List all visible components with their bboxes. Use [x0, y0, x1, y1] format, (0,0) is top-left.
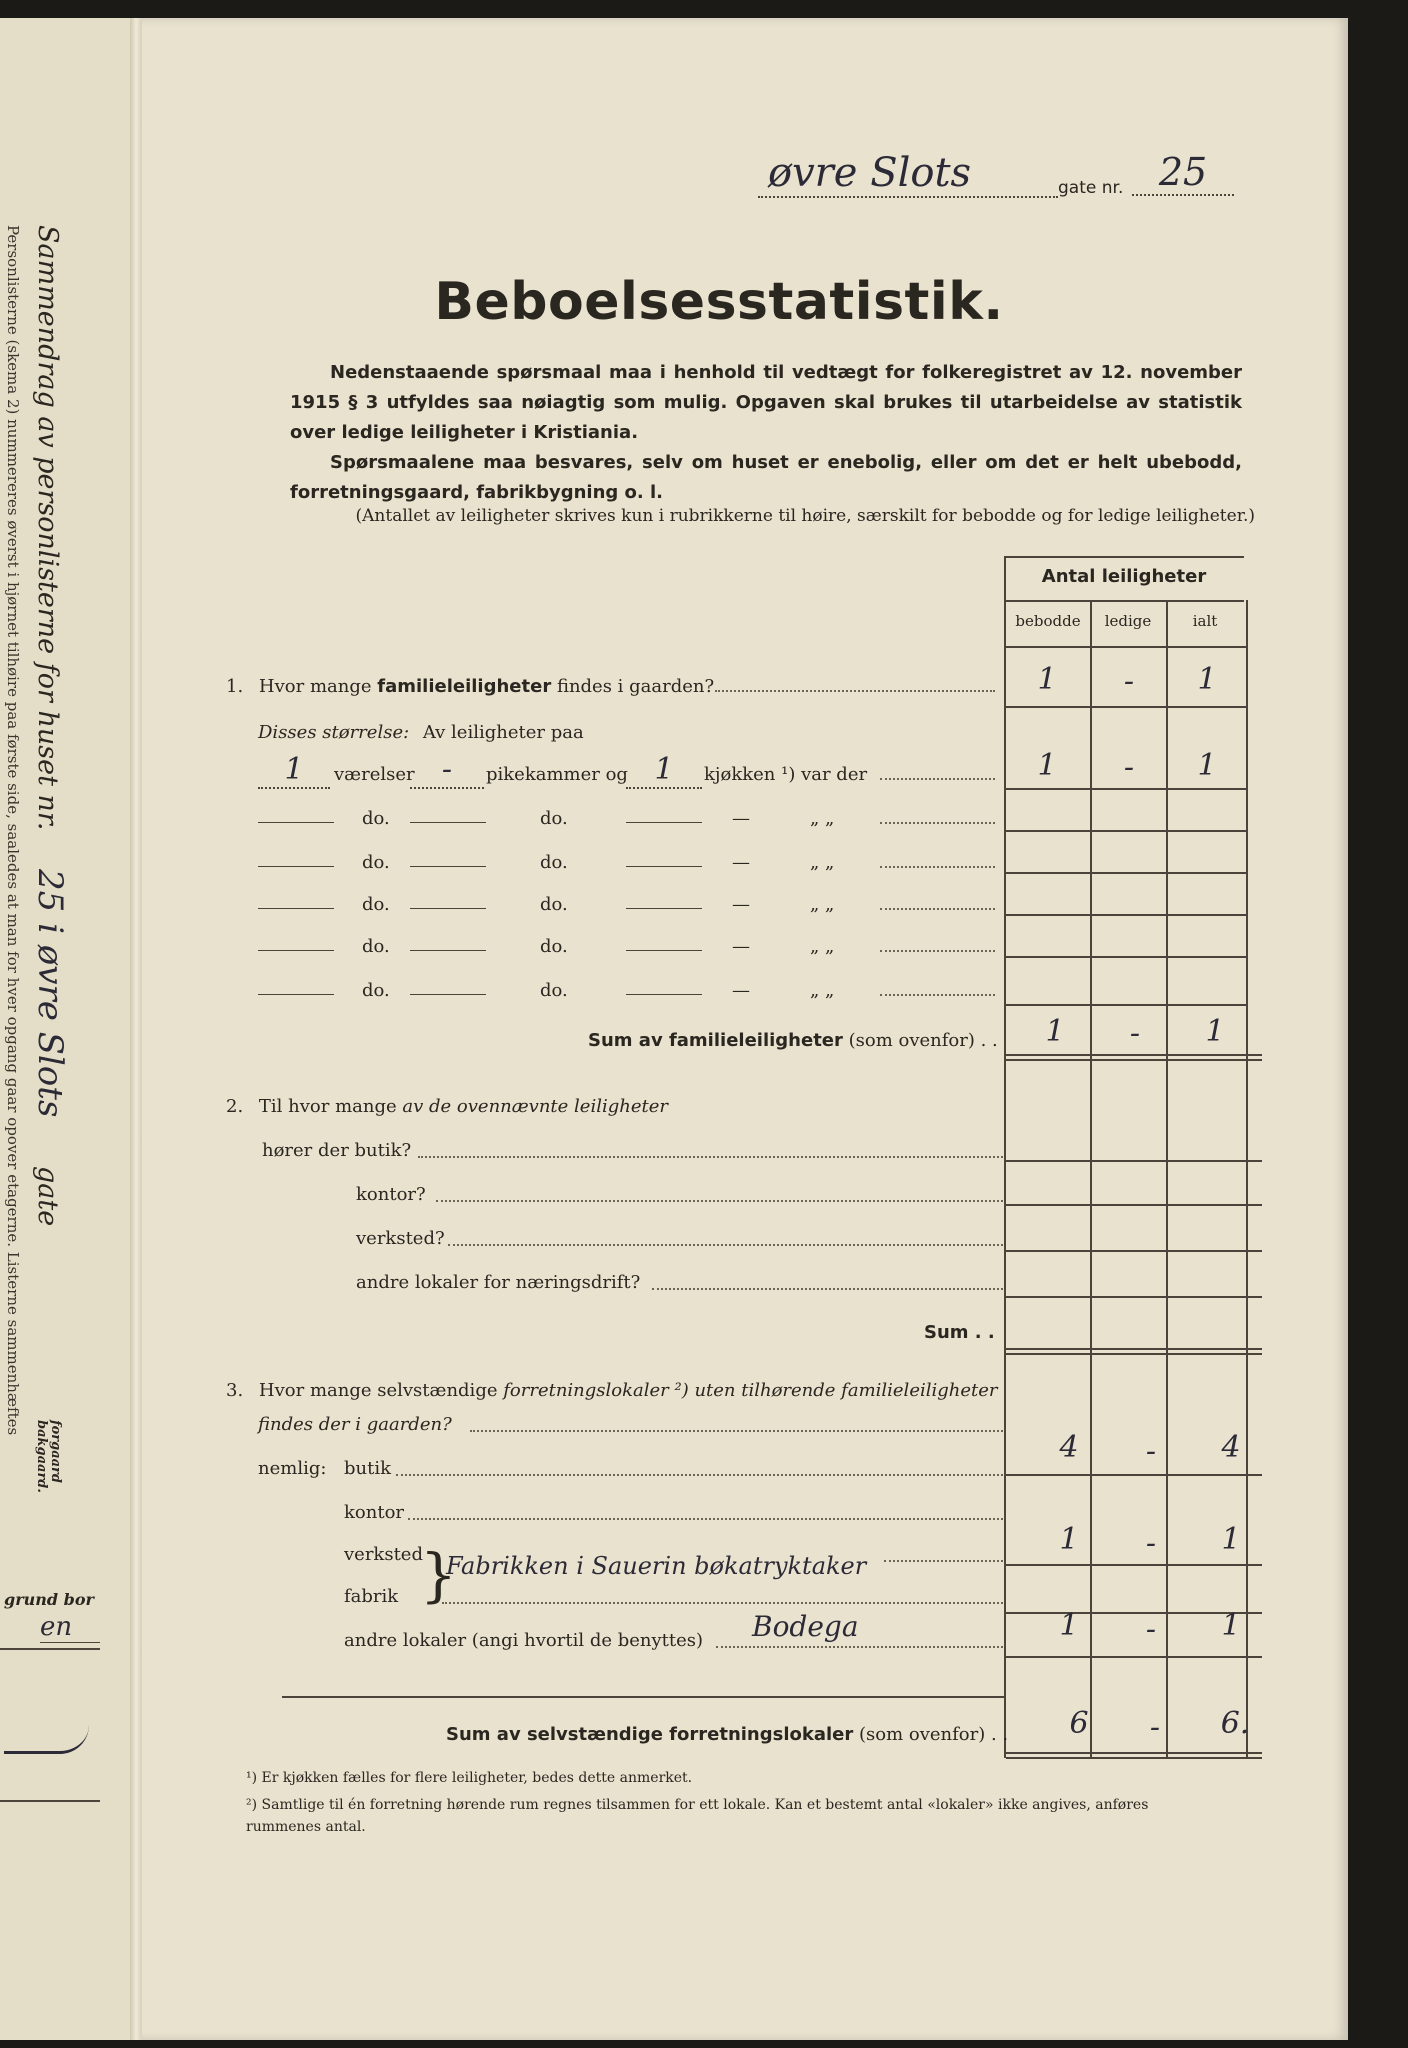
- rule-s1-g: [1006, 1004, 1246, 1006]
- s2-butik-text: hører der butik?: [262, 1140, 412, 1161]
- footnote-1-text: ¹) Er kjøkken fælles for flere leiligheter, bedes dette anmerket.: [246, 1770, 693, 1786]
- rule-s2-sum-b: [1006, 1353, 1262, 1355]
- s3-andre-bebodde: 1: [1059, 1608, 1079, 1643]
- table-vline-2: [1090, 600, 1092, 1758]
- s1-row1-dots: [880, 778, 995, 780]
- do-row2-do1: do.: [362, 852, 390, 873]
- s1-row1-ledige: -: [1123, 750, 1135, 785]
- grund-bor-label: grund bor: [4, 1590, 94, 1609]
- s3-question-dots: [470, 1430, 1003, 1432]
- s1-question: [226, 676, 714, 697]
- s2-verksted-text: verksted?: [356, 1228, 445, 1249]
- s3-butik-text: butik: [344, 1458, 392, 1479]
- do-row3-blank1: [258, 908, 334, 909]
- s2-ital: av de ovennævnte leiligheter: [402, 1096, 668, 1117]
- do-row2-dots: [880, 866, 995, 868]
- s3-brace: }: [420, 1541, 457, 1609]
- do-row1-do2: do.: [540, 808, 568, 829]
- do-row3-do2: do.: [540, 894, 568, 915]
- s1-row1-pikekammer-value: -: [441, 752, 453, 787]
- s1-sum-rest: (som ovenfor) . .: [848, 1030, 998, 1051]
- s1-size-ital: Disses størrelse:: [258, 722, 410, 743]
- do-row1-blank1: [258, 822, 334, 823]
- gate-nr-label: [1058, 178, 1123, 198]
- table-vline-left: [1004, 556, 1006, 1758]
- sidebar-house-number: 25 i øvre Slots: [30, 869, 70, 1118]
- s3-verksted-ledige: -: [1145, 1526, 1157, 1561]
- table-top-rule: [1004, 556, 1244, 558]
- rule-s2-c: [1006, 1250, 1262, 1252]
- do-row3-blank2: [410, 908, 486, 909]
- s3-sum-ialt: 6.: [1220, 1706, 1250, 1741]
- s1-row1-kjokken-label: [704, 764, 867, 785]
- s3-fabrik-text: fabrik: [344, 1586, 399, 1607]
- col-header-bebodde-text: bebodde: [1015, 612, 1081, 630]
- s2-pre: Til hvor mange: [258, 1096, 397, 1117]
- do-row4-dots: [880, 950, 995, 952]
- footnote-2-text: ²) Samtlige til én forretning hørende rum regnes tilsammen for ett lokale. Kan et bestemt antal «lokaler» ikke angives, anføres rummenes antal.: [246, 1797, 1149, 1835]
- do-row2-blank1: [258, 866, 334, 867]
- rule-s2-b: [1006, 1204, 1262, 1206]
- rule-s3-sum-a: [1006, 1752, 1262, 1754]
- do-row5-dash: —: [732, 980, 750, 1001]
- gate-nr-value-text: 25: [1158, 150, 1208, 194]
- s3-verksted-dots: [884, 1560, 1003, 1562]
- s3-sum-label: [446, 1724, 1008, 1745]
- s1-total-ialt: 1: [1197, 662, 1217, 697]
- s2-num: 2.: [226, 1096, 244, 1117]
- sidebar-forgaard: [34, 1420, 62, 1493]
- col-header-bebodde: [1006, 612, 1090, 630]
- rule-s1-sum-b: [1006, 1059, 1262, 1061]
- s3-kontor: [344, 1502, 404, 1523]
- s3-separator: [282, 1696, 1004, 1698]
- s2-andre-dots: [652, 1288, 1003, 1290]
- s3-fabrik: [344, 1586, 398, 1607]
- s2-butik: [262, 1140, 411, 1161]
- s1-question-dots: [715, 690, 995, 692]
- sidebar-gate-suffix: gate: [32, 1165, 63, 1227]
- rule-s3-d: [1006, 1656, 1262, 1658]
- s3-ital2: findes der i gaarden?: [258, 1414, 452, 1435]
- s1-post: findes i gaarden?: [556, 676, 715, 697]
- s3-sum-bold: Sum av selvstændige forretningslokaler: [446, 1724, 854, 1745]
- rule-s1-a: [1006, 706, 1246, 708]
- s2-andre-text: andre lokaler for næringsdrift?: [356, 1272, 641, 1293]
- rule-s3-sum-b: [1006, 1757, 1262, 1759]
- s1-row1-ialt: 1: [1197, 748, 1217, 783]
- do-row4-blank2: [410, 950, 486, 951]
- forgaard-label: forgaard: [48, 1420, 63, 1483]
- footnote-1: [246, 1770, 692, 1786]
- do-row3-quote: „ „: [810, 894, 835, 915]
- s3-sum-rest: (som ovenfor) . .: [858, 1724, 1009, 1745]
- s3-ital: forretningslokaler ²) uten tilhørende familieleiligheter: [503, 1380, 998, 1401]
- s3-andre-hw-text: Bodega: [752, 1610, 859, 1643]
- col-header-ledige: [1090, 612, 1166, 630]
- s3-fabrik-hw-text: Fabrikken i Sauerin bøkatryktaker: [446, 1552, 867, 1580]
- s1-size-label: [258, 722, 584, 743]
- do-row1-quote: „ „: [810, 808, 835, 829]
- do-row4-blank3: [626, 950, 702, 951]
- s3-andre-text: andre lokaler (angi hvortil de benyttes): [344, 1630, 704, 1651]
- s3-verksted-ialt: 1: [1221, 1522, 1241, 1557]
- do-row1-blank2: [410, 822, 486, 823]
- do-row4-blank1: [258, 950, 334, 951]
- sidebar-grund: [4, 1590, 94, 1609]
- s1-row1-bebodde: 1: [1037, 748, 1057, 783]
- s1-num: 1.: [226, 676, 244, 697]
- gate-nr-value: [1132, 150, 1234, 196]
- do-row2-blank2: [410, 866, 486, 867]
- s3-verksted-bebodde: 1: [1059, 1522, 1079, 1557]
- do-row3-blank3: [626, 908, 702, 909]
- table-subheader-rule: [1004, 600, 1244, 602]
- s1-row1-vaerelser-label: [334, 764, 415, 785]
- do-row2-quote: „ „: [810, 852, 835, 873]
- s2-verksted-dots: [448, 1244, 1003, 1246]
- s1-row1-kjokken-value: 1: [654, 752, 674, 787]
- rule-s1-b: [1006, 788, 1246, 790]
- s3-andre-ledige: -: [1145, 1612, 1157, 1647]
- s3-fabrik-dots: [442, 1602, 1003, 1604]
- do-row5-dots: [880, 994, 995, 996]
- s2-question: [226, 1096, 668, 1117]
- sidebar-divider-2: [0, 1800, 100, 1802]
- intro-2-text: Spørsmaalene maa besvares, selv om huset er enebolig, eller om det er helt ubebodd, forretningsgaard, fabrikbygning o. l.: [290, 452, 1242, 503]
- s3-andre-dots: [716, 1646, 1003, 1648]
- s2-sum-text: Sum . .: [924, 1322, 995, 1343]
- do-row1-blank3: [626, 822, 702, 823]
- s3-verksted: [344, 1544, 423, 1565]
- s1-pre: Hvor mange: [258, 676, 372, 697]
- s3-kontor-text: kontor: [344, 1502, 405, 1523]
- do-row4-do2: do.: [540, 936, 568, 957]
- s1-sum-label: [588, 1030, 998, 1051]
- rule-s2-a: [1006, 1160, 1262, 1162]
- do-row1-dash: —: [732, 808, 750, 829]
- do-row4-quote: „ „: [810, 936, 835, 957]
- table-header-group: [1004, 566, 1244, 587]
- s1-size-text: Av leiligheter paa: [422, 722, 584, 743]
- s2-sum: [924, 1322, 995, 1343]
- s3-question: [226, 1380, 998, 1401]
- s2-verksted: [356, 1228, 445, 1249]
- s2-butik-dots: [418, 1156, 1003, 1158]
- s3-nemlig-text: nemlig:: [258, 1458, 327, 1479]
- s3-butik-dots: [396, 1474, 1003, 1476]
- do-row2-do2: do.: [540, 852, 568, 873]
- sidebar-grund-hw: [40, 1612, 100, 1643]
- s3-nemlig: [258, 1458, 326, 1479]
- s1-row1-pikekammer-label: [486, 764, 628, 785]
- col-header-ialt: [1166, 612, 1244, 630]
- s3-kontor-dots: [408, 1518, 1003, 1520]
- do-row5-do2: do.: [540, 980, 568, 1001]
- do-row4-dash: —: [732, 936, 750, 957]
- s1-pikekammer-text: pikekammer og: [486, 764, 628, 785]
- rule-s1-sum-a: [1006, 1054, 1262, 1056]
- s3-sum-ledige: -: [1149, 1710, 1161, 1745]
- sidebar-title-text: Sammendrag av personlisterne for huset nr.: [32, 225, 63, 831]
- table-header-bottom-rule: [1004, 646, 1248, 648]
- s3-pre: Hvor mange selvstændige: [258, 1380, 498, 1401]
- intro-1-text: Nedenstaaende spørsmaal maa i henhold til vedtægt for folkeregistret av 12. november 1915 § 3 utfyldes saa nøiagtig som mulig. Opgaven skal brukes til utarbeidelse av statistik over ledige leiligheter i Kristiania.: [290, 362, 1242, 443]
- s1-sum-ialt: 1: [1205, 1014, 1225, 1049]
- grund-hw-value: en: [40, 1612, 73, 1642]
- s3-sum-bebodde: 6: [1069, 1706, 1089, 1741]
- gate-nr-label-text: gate nr.: [1058, 178, 1124, 198]
- table-header-group-text: Antal leiligheter: [1041, 566, 1207, 587]
- col-header-ialt-text: ialt: [1192, 612, 1218, 630]
- sidebar-divider-1: [0, 1648, 100, 1650]
- sidebar-instructions: [4, 225, 22, 1515]
- s3-butik-ledige: -: [1145, 1434, 1157, 1469]
- s1-sum-bebodde: 1: [1045, 1014, 1065, 1049]
- s1-total-bebodde: 1: [1037, 662, 1057, 697]
- bakgaard-label: bakgaard.: [34, 1420, 49, 1493]
- s3-andre-hw: [752, 1610, 859, 1643]
- sidebar-instructions-text: Personlisterne (skema 2) nummereres øverst i hjørnet tilhøire paa første side, saaledes at man for hver opgang gaar opover etagerne. Listerne sammenhæftes: [4, 225, 22, 1436]
- rule-s1-c: [1006, 830, 1246, 832]
- s3-num: 3.: [226, 1380, 244, 1401]
- sidebar-title: [30, 225, 70, 1226]
- rule-s2-sum: [1006, 1348, 1262, 1350]
- s1-row1-kjokken-hw: [626, 752, 702, 789]
- s1-row1-pikekammer-hw: [410, 752, 484, 789]
- do-row2-blank3: [626, 866, 702, 867]
- do-row5-blank2: [410, 994, 486, 995]
- rule-s1-e: [1006, 914, 1246, 916]
- rule-s1-f: [1006, 956, 1246, 958]
- street-name: [758, 150, 1058, 198]
- s2-andre: [356, 1272, 640, 1293]
- page-title: [0, 272, 1408, 332]
- intro-paragraph-1: [290, 358, 1242, 448]
- rule-s3-a: [1006, 1474, 1262, 1476]
- footnote-2: [246, 1794, 1206, 1838]
- intro-paragraph-2: [290, 448, 1242, 508]
- s2-kontor-text: kontor?: [356, 1184, 426, 1205]
- s3-question-2: [258, 1414, 452, 1435]
- s2-kontor: [356, 1184, 426, 1205]
- table-vline-right: [1246, 600, 1248, 1758]
- rule-s2-d: [1006, 1296, 1262, 1298]
- s3-butik-bebodde: 4: [1059, 1430, 1079, 1465]
- do-row5-blank1: [258, 994, 334, 995]
- do-row2-dash: —: [732, 852, 750, 873]
- s3-verksted-text: verksted: [344, 1544, 423, 1565]
- s2-kontor-dots: [436, 1200, 1003, 1202]
- rule-s3-b: [1006, 1564, 1262, 1566]
- page-title-text: Beboelsesstatistik.: [434, 272, 1004, 332]
- s3-fabrik-hw: [446, 1552, 866, 1580]
- s3-butik: [344, 1458, 391, 1479]
- s1-sum-bold: Sum av familieleiligheter: [588, 1030, 843, 1051]
- s1-row1-vaerelser-value: 1: [284, 752, 304, 787]
- s3-andre: [344, 1630, 703, 1651]
- s3-andre-ialt: 1: [1221, 1608, 1241, 1643]
- do-row5-quote: „ „: [810, 980, 835, 1001]
- do-row4-do1: do.: [362, 936, 390, 957]
- intro-3-text: (Antallet av leiligheter skrives kun i rubrikkerne til høire, særskilt for bebodde og for ledige leiligheter.): [355, 506, 1255, 526]
- s1-kjokken-text: kjøkken ¹) var der: [704, 764, 868, 785]
- s1-row1-vaerelser-hw: [258, 752, 330, 789]
- do-row3-dots: [880, 908, 995, 910]
- street-name-value: øvre Slots: [768, 150, 972, 196]
- s1-bold: familieleiligheter: [377, 676, 552, 697]
- do-row5-do1: do.: [362, 980, 390, 1001]
- s3-butik-ialt: 4: [1221, 1430, 1241, 1465]
- table-vline-3: [1166, 600, 1168, 1758]
- intro-paragraph-3: [290, 506, 1255, 526]
- s1-total-ledige: -: [1123, 664, 1135, 699]
- do-row1-do1: do.: [362, 808, 390, 829]
- s1-sum-ledige: -: [1129, 1016, 1141, 1051]
- do-row3-dash: —: [732, 894, 750, 915]
- do-row5-blank3: [626, 994, 702, 995]
- col-header-ledige-text: ledige: [1104, 612, 1152, 630]
- s1-vaerelser-text: værelser: [334, 764, 415, 785]
- rule-s1-d: [1006, 872, 1246, 874]
- do-row3-do1: do.: [362, 894, 390, 915]
- do-row1-dots: [880, 822, 995, 824]
